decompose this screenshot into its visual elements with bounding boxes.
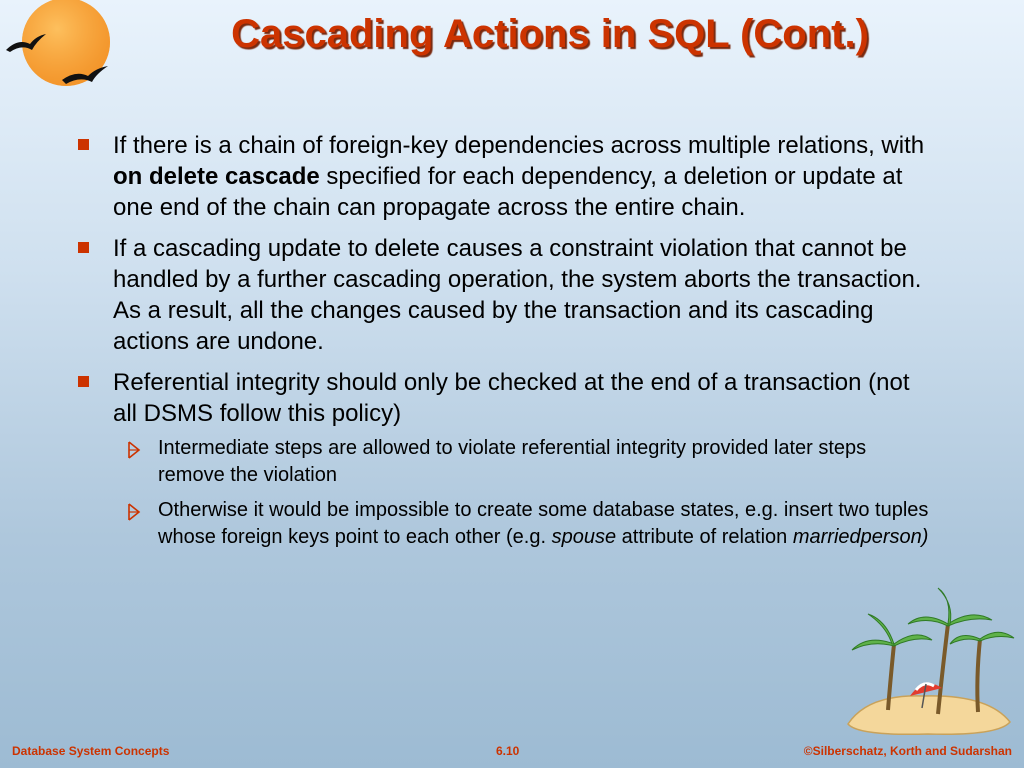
square-bullet-icon <box>78 376 89 387</box>
bullet-text: If there is a chain of foreign-key dependencies across multiple relations, with <box>113 132 925 159</box>
slide-title: Cascading Actions in SQL (Cont.) <box>231 12 869 56</box>
sub-bullet-emphasis: spouse <box>551 526 617 548</box>
bullet-item <box>76 130 936 223</box>
hollow-arrow-bullet-icon <box>126 503 142 521</box>
bullet-text: If a cascading update to delete causes a constraint violation that cannot be handled by a further cascading operation, the system aborts the transaction. As a result, all the changes caused by the transaction and its cascading actions are undone. <box>113 235 922 355</box>
sub-bullet-text: Otherwise it would be impossible to create some database states, e.g. insert two tuples whose foreign keys point to each other (e.g. <box>158 499 929 548</box>
bullet-text: Referential integrity should only be checked at the end of a transaction (not all DSMS follow this policy) <box>113 369 910 427</box>
sub-bullet-text: Intermediate steps are allowed to violate referential integrity provided later steps remove the violation <box>158 437 867 486</box>
footer-page-number: 6.10 <box>496 744 520 758</box>
sub-bullet-item <box>76 435 936 489</box>
bullet-keyword: on delete cascade <box>113 163 320 190</box>
bullet-text: specified for each dependency, a deletion or update at one end of the chain can propagate across the entire chain. <box>113 163 903 221</box>
bullet-item <box>76 233 936 357</box>
sub-bullet-emphasis: marriedperson) <box>792 526 929 548</box>
square-bullet-icon <box>78 139 89 150</box>
footer-book-title: Database System Concepts <box>12 744 170 758</box>
bullet-item <box>76 367 936 429</box>
sub-bullet-text: attribute of relation <box>616 526 793 548</box>
footer-copyright: ©Silberschatz, Korth and Sudarshan <box>803 744 1012 758</box>
sub-bullet-item <box>76 497 936 551</box>
slide-footer <box>0 744 1024 762</box>
palm-island-icon <box>828 584 1018 744</box>
hollow-arrow-bullet-icon <box>126 441 142 459</box>
slide-content <box>76 130 936 559</box>
square-bullet-icon <box>78 242 89 253</box>
sun-birds-icon <box>0 0 130 100</box>
